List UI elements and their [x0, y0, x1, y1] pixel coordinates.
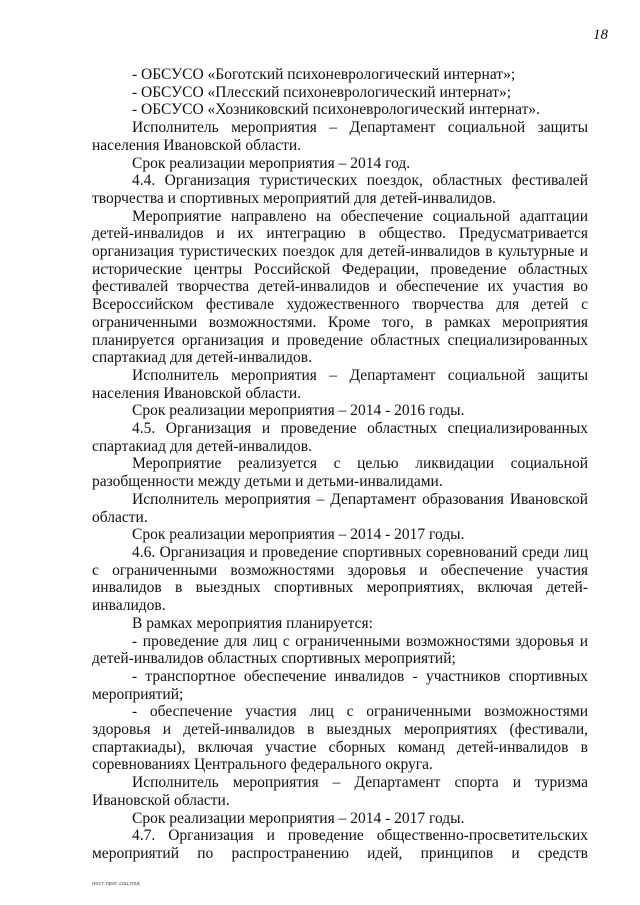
paragraph: 4.4. Организация туристических поездок, областных фестивалей творчества и спортивных мероприятий для детей-инвалидов.	[92, 172, 588, 207]
page-number: 18	[593, 27, 608, 43]
paragraph: - ОБСУСО «Хозниковский психоневрологический интернат».	[132, 101, 540, 119]
paragraph: - транспортное обеспечение инвалидов - участников спортивных мероприятий;	[92, 667, 588, 703]
paragraph: Мероприятие направлено на обеспечение социальной адаптации детей-инвалидов и их интеграцию в общество. Предусматривается организация туристических поездок для детей-инвалидов в культурные и исторические центры Российской Федерации, проведение областных фестивалей творчества детей-инвалидов и обеспечение их участия во Всероссийском фестивале художественного творчества для детей с ограниченными возможностями. Кроме того, в рамках мероприятия планируется организация и проведение областных специализированных спартакиад для детей-инвалидов.	[92, 207, 588, 367]
document-body	[92, 66, 588, 863]
paragraph: Срок реализации мероприятия – 2014 - 2016 годы.	[132, 402, 465, 420]
paragraph: Мероприятие реализуется с целью ликвидации социальной разобщенности между детьми и детьми-инвалидами.	[92, 455, 588, 491]
paragraph: Срок реализации мероприятия – 2014 - 2017 годы.	[132, 526, 465, 544]
paragraph: - обеспечение участия лиц с ограниченными возможностями здоровья и детей-инвалидов в выездных мероприятиях (фестивали, спартакиады), включая участие сборных команд детей-инвалидов в соревнованиях Центрального федерального округа.	[92, 703, 588, 774]
paragraph: 4.7. Организация и проведение общественно-просветительских мероприятий по распространению идей, принципов и средств	[92, 827, 588, 862]
paragraph: Исполнитель мероприятия – Департамент спорта и туризма Ивановской области.	[92, 774, 588, 809]
paragraph: Срок реализации мероприятия – 2014 год.	[132, 154, 411, 172]
paragraph: Исполнитель мероприятия – Департамент образования Ивановской области.	[92, 490, 588, 526]
paragraph: Исполнитель мероприятия – Департамент социальной защиты населения Ивановской области.	[92, 119, 588, 154]
paragraph: - ОБСУСО «Плесский психоневрологический интернат»;	[132, 83, 512, 101]
paragraph: - проведение для лиц с ограниченными возможностями здоровья и детей-инвалидов областных спортивных мероприятий;	[92, 632, 588, 668]
paragraph: Срок реализации мероприятия – 2014 - 2017 годы.	[132, 809, 465, 827]
paragraph: В рамках мероприятия планируется:	[132, 614, 373, 632]
paragraph: 4.5. Организация и проведение областных специализированных спартакиад для детей-инвалидов.	[92, 420, 588, 455]
paragraph: Исполнитель мероприятия – Департамент социальной защиты населения Ивановской области.	[92, 366, 588, 402]
footer-filename: пост.прог.соц.под	[92, 881, 140, 887]
paragraph: 4.6. Организация и проведение спортивных соревнований среди лиц с ограниченными возможностями здоровья и обеспечение участия инвалидов в выездных спортивных мероприятиях, включая детей-инвалидов.	[92, 543, 588, 615]
paragraph: - ОБСУСО «Боготский психоневрологический интернат»;	[132, 66, 516, 83]
